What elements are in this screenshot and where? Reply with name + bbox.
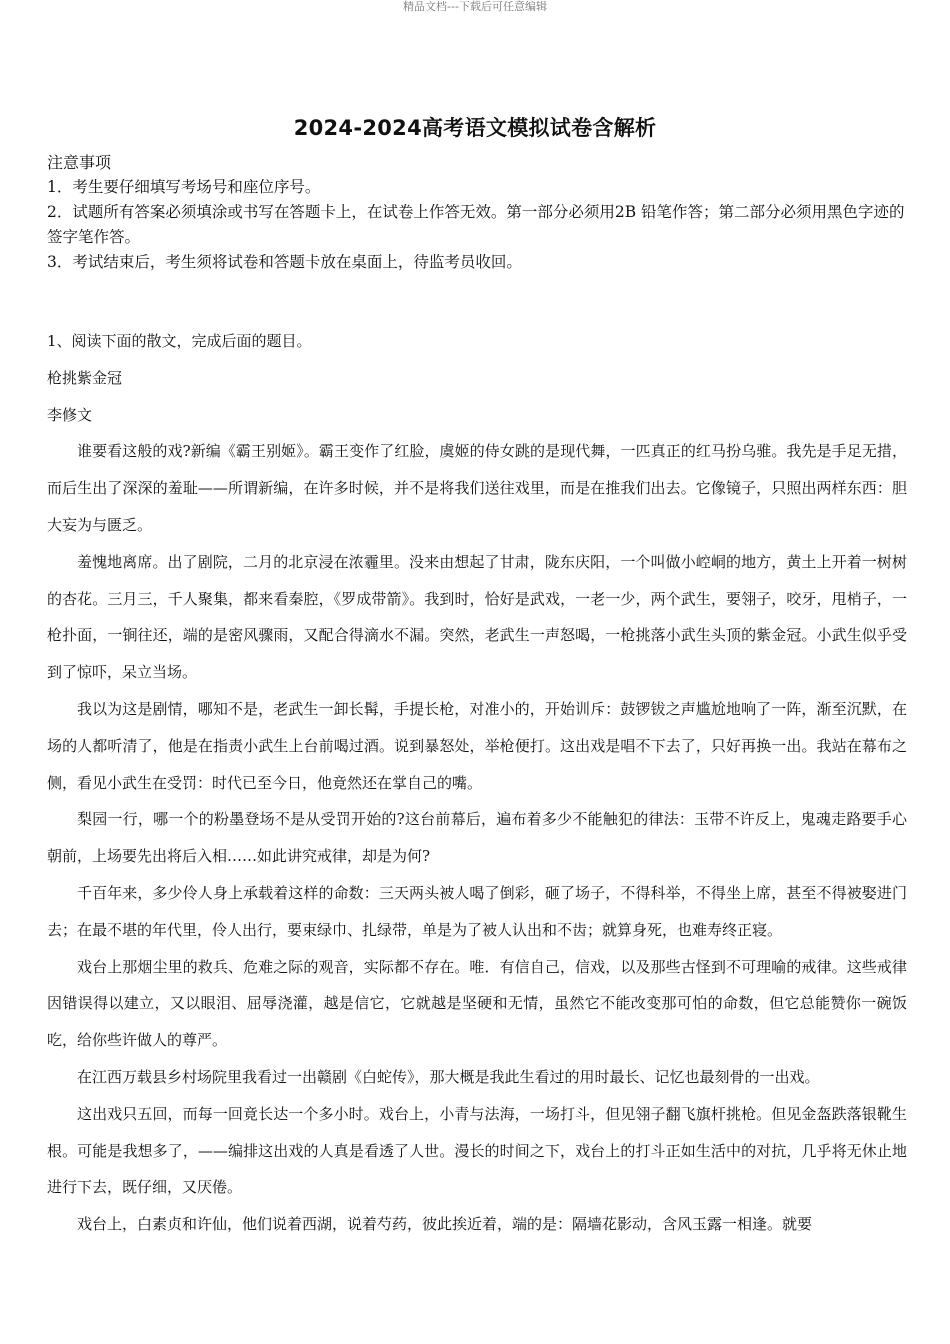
notice-item: 1．考生要仔细填写考场号和座位序号。	[47, 178, 321, 196]
question-prompt: 1、阅读下面的散文，完成后面的题目。	[47, 332, 312, 350]
essay-author: 李修文	[47, 405, 93, 424]
question-section	[47, 323, 907, 1243]
essay-paragraph: 在江西万载县乡村场院里我看过一出赣剧《白蛇传》，那大概是我此生看过的用时最长、记忆也最刻骨的一出戏。	[77, 1067, 820, 1086]
essay-paragraph: 戏台上那烟尘里的救兵、危难之际的观音，实际都不存在。唯．有信自己，信戏，以及那些古怪到不可理喻的戒律。这些戒律因错误得以建立，又以眼泪、屈辱浇灌，越是信它，它就越是坚硬和无情，虽然它不能改变那可怕的命数，但它总能赞你一碗饭吃，给你些许做人的尊严。	[47, 957, 907, 1050]
essay-paragraph: 我以为这是剧情，哪知不是，老武生一卸长髯，手提长枪，对准小的，开始训斥：鼓锣钹之声尴尬地响了一阵，渐至沉默，在场的人都听清了，他是在指责小武生上台前喝过酒。说到暴怒处，举枪便打。这出戏是唱不下去了，只好再换一出。我站在幕布之侧，看见小武生在受罚：时代已至今日，他竟然还在掌自己的嘴。	[47, 699, 907, 792]
essay-paragraph: 这出戏只五回，而每一回竟长达一个多小时。戏台上，小青与法海，一场打斗，但见翎子翻飞旗杆挑枪。但见金盔跌落银靴生根。可能是我想多了，——编排这出戏的人真是看透了人世。漫长的时间之下，戏台上的打斗正如生活中的对抗，几乎将无休止地进行下去，既仔细，又厌倦。	[47, 1104, 907, 1197]
essay-paragraph: 谁要看这般的戏?新编《霸王别姬》。霸王变作了红脸，虞姬的侍女跳的是现代舞，一匹真正的红马扮乌骓。我先是手足无措，而后生出了深深的羞耻——所谓新编，在许多时候，并不是将我们送往戏里，而是在推我们出去。它像镜子，只照出两样东西：胆大妄为与匮乏。	[47, 442, 907, 534]
essay-paragraph: 戏台上，白素贞和许仙，他们说着西湖，说着芍药，彼此挨近着，端的是：隔墙花影动，含风玉露一相逢。就要	[77, 1215, 813, 1234]
notice-item: 2．试题所有答案必须填涂或书写在答题卡上，在试卷上作答无效。第一部分必须用2B 铅笔作答；第二部分必须用黑色字迹的签字笔作答。	[47, 203, 905, 246]
essay-paragraph: 梨园一行，哪一个的粉墨登场不是从受罚开始的?这台前幕后，遍布着多少不能触犯的律法：玉带不许反上，鬼魂走路要手心朝前，上场要先出将后入相……如此讲究戒律，却是为何?	[47, 810, 907, 866]
page-title: 2024-2024高考语文模拟试卷含解析	[293, 116, 657, 140]
essay-title: 枪挑紫金冠	[47, 368, 123, 387]
header-note: 精品文档---下载后可任意编辑	[403, 0, 547, 13]
notice-heading: 注意事项	[47, 153, 112, 172]
notice-section	[47, 150, 907, 275]
essay-paragraph: 羞愧地离席。出了剧院，二月的北京浸在浓霾里。没来由想起了甘肃，陇东庆阳，一个叫做小崆峒的地方，黄土上开着一树树的杏花。三月三，千人聚集，都来看秦腔，《罗成带箭》。我到时，恰好是武戏，一老一少，两个武生，要翎子，咬牙，甩梢子，一枪扑面，一锏往还，端的是密风骤雨，又配合得滴水不漏。突然，老武生一声怒喝，一枪挑落小武生头顶的紫金冠。小武生似乎受到了惊吓，呆立当场。	[47, 552, 907, 682]
essay-paragraph: 千百年来，多少伶人身上承载着这样的命数：三天两头被人喝了倒彩，砸了场子，不得科举，不得坐上席，甚至不得被娶进门去；在最不堪的年代里，伶人出行，要束绿巾、扎绿带，单是为了被人认出和不齿；就算身死，也难寿终正寝。	[47, 883, 907, 939]
notice-item: 3．考试结束后，考生须将试卷和答题卡放在桌面上，待监考员收回。	[47, 253, 522, 271]
